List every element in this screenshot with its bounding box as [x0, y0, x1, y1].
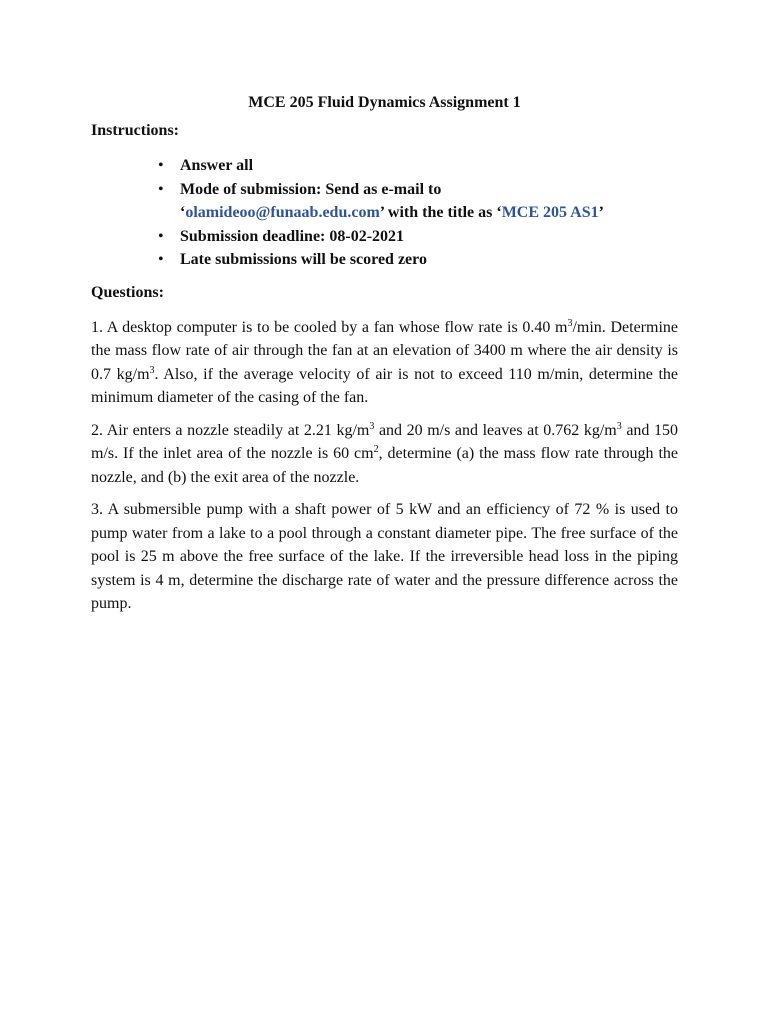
question-2 [91, 419, 678, 490]
instructions-heading: Instructions: [91, 122, 180, 139]
superscript: 2 [373, 444, 379, 455]
instruction-text: Late submissions will be scored zero [180, 251, 427, 268]
email-address: olamideoo@funaab.edu.com [185, 204, 380, 221]
close-quote: ’ [598, 204, 604, 221]
question-text: 3. A submersible pump with a shaft power of 5 kW and an efficiency of 72 % is used to pump water from a lake to a pool through a constant diameter pipe. The free surface of the pool is 25 m above the free surface of the lake. If the irreversible head loss in the piping system is 4 m, determine the discharge rate of water and the pressure difference across the pump. [91, 501, 678, 612]
superscript: 3 [149, 364, 155, 376]
instruction-text: Mode of submission: Send as e-mail to [180, 180, 442, 198]
instruction-item-late-policy [158, 248, 678, 272]
superscript: 3 [616, 420, 622, 432]
question-text: . Also, if the average velocity of air is not to exceed 110 m/min, determine the minimum diameter of the casing of the fan. [91, 365, 679, 406]
superscript: 3 [369, 420, 375, 432]
question-text: 1. A desktop computer is to be cooled by a fan whose flow rate is 0.40 m [91, 318, 568, 336]
instruction-text: Submission deadline: 08-02-2021 [180, 227, 405, 245]
instructions-list [91, 154, 678, 272]
question-1 [91, 316, 678, 410]
question-text: and 20 m/s and leaves at 0.762 kg/m [374, 421, 617, 439]
open-quote: ‘ [180, 204, 186, 221]
instruction-item-answer-all [158, 154, 678, 178]
question-text: and 150 m/s. If the inlet area of the nozzle is 60 cm [91, 421, 679, 462]
question-text: /min. Determine the mass flow rate of air through the fan at an elevation of 3400 m where the air density is 0.7 kg/m [91, 318, 679, 383]
instruction-item-submission-mode [158, 178, 678, 225]
instruction-item-deadline [158, 225, 678, 249]
instruction-text: ’ with the title as ‘ [379, 204, 502, 221]
superscript: 3 [567, 317, 573, 329]
question-text: 2. Air enters a nozzle steadily at 2.21 kg/m [91, 421, 370, 439]
email-subject: MCE 205 AS1 [501, 204, 599, 221]
questions-heading: Questions: [91, 283, 164, 301]
document-title: MCE 205 Fluid Dynamics Assignment 1 [248, 94, 521, 111]
instruction-text: Answer all [180, 157, 254, 174]
question-text: , determine (a) the mass flow rate through the nozzle, and (b) the exit area of the nozzle. [91, 445, 679, 486]
question-3 [91, 498, 678, 616]
